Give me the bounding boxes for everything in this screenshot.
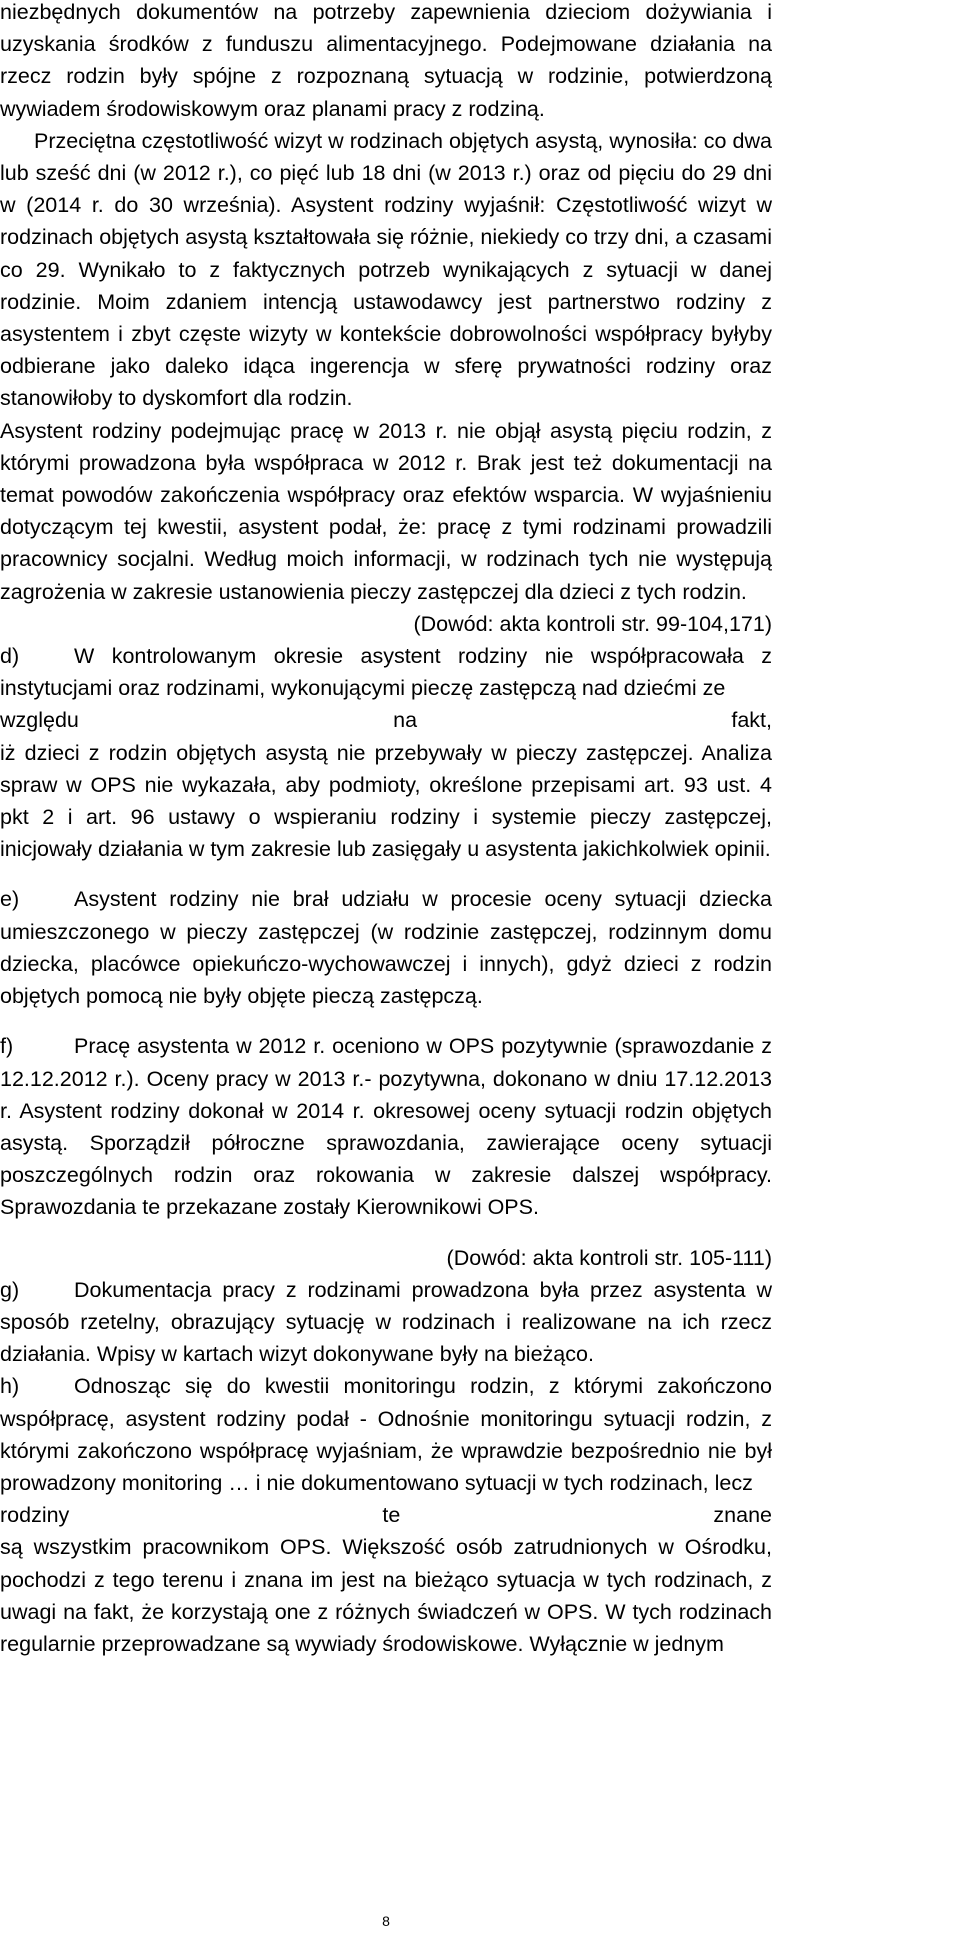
- list-text-g: Dokumentacja pracy z rodzinami prowadzona była przez asystenta w sposób rzetelny, obrazujący sytuację w rodzinach i realizowane na ich rzecz działania. Wpisy w kartach wizyt dokonywane były na bieżąco.: [0, 1277, 772, 1367]
- justified-line: [0, 1499, 772, 1531]
- list-item-e: [0, 883, 772, 1012]
- list-item-g: [0, 1274, 772, 1371]
- list-text-f: Pracę asystenta w 2012 r. oceniono w OPS pozytywnie (sprawozdanie z 12.12.2012 r.). Oceny pracy w 2013 r.- pozytywna, dokonano w dniu 17.12.2013 r. Asystent rodziny dokonał w 2014 r. okresowej oceny sytuacji rodzin objętych asystą. Sporządził półroczne sprawozdania, zawierające oceny sytuacji poszczególnych rodzin oraz rokowania w zakresie dalszej współpracy. Sprawozdania te przekazane zostały Kierownikowi OPS.: [0, 1034, 772, 1220]
- list-marker-g: g): [0, 1277, 20, 1302]
- word: względu: [0, 708, 79, 733]
- evidence-reference: (Dowód: akta kontroli str. 99-104,171): [413, 611, 772, 636]
- page-number: 8: [382, 1913, 390, 1929]
- list-item-f: [0, 1030, 772, 1223]
- list-text-d-continued: iż dzieci z rodzin objętych asystą nie przebywały w pieczy zastępczej. Analiza spraw w OPS nie wykazała, aby podmioty, określone przepisami art. 93 ust. 4 pkt 2 i art. 96 ustawy o wspieraniu rodziny i systemie pieczy zastępczej, inicjowały działania w tym zakresie lub zasięgały u asystenta jakichkolwiek opinii.: [0, 740, 772, 862]
- list-marker-f: f): [0, 1034, 14, 1059]
- list-text-d: W kontrolowanym okresie asystent rodziny nie współpracowała z instytucjami oraz rodzinami, wykonującymi pieczę zastępczą nad dziećmi ze: [0, 644, 772, 701]
- word: znane: [713, 1503, 772, 1528]
- word: te: [382, 1503, 401, 1528]
- list-marker-d: d): [0, 644, 20, 669]
- list-text-h-continued: są wszystkim pracownikom OPS. Większość osób zatrudnionych w Ośrodku, pochodzi z tego terenu i znana im jest na bieżąco sytuacja w tych rodzinach, z uwagi na fakt, że korzystają one z różnych świadczeń w OPS. W tych rodzinach regularnie przeprowadzane są wywiady środowiskowe. Wyłącznie w jednym: [0, 1535, 772, 1656]
- paragraph-continuation: niezbędnych dokumentów na potrzeby zapewnienia dzieciom dożywiania i uzyskania środków z funduszu alimentacyjnego. Podejmowane działania na rzecz rodzin były spójne z rozpoznaną sytuacją w rodzinie, potwierdzoną wywiadem środowiskowym oraz planami pracy z rodziną.: [0, 0, 772, 121]
- evidence-reference: (Dowód: akta kontroli str. 105-111): [446, 1245, 772, 1270]
- list-text-e: Asystent rodziny nie brał udziału w procesie oceny sytuacji dziecka umieszczonego w pieczy zastępczej (w rodzinie zastępczej, rodzinnym domu dziecka, placówce opiekuńczo-wychowawczej i innych), gdyż dzieci z rodzin objętych pomocą nie były objęte pieczą zastępczą.: [0, 887, 772, 1009]
- list-item-h: [0, 1370, 772, 1660]
- list-marker-e: e): [0, 887, 20, 912]
- list-marker-h: h): [0, 1374, 20, 1399]
- paragraph-discontinued-families: Asystent rodziny podejmując pracę w 2013 r. nie objął asystą pięciu rodzin, z którymi prowadzona była współpraca w 2012 r. Brak jest też dokumentacji na temat powodów zakończenia współpracy oraz efektów wsparcia. W wyjaśnieniu dotyczącym tej kwestii, asystent podał, że: pracę z tymi rodzinami prowadzili pracownicy socjalni. Według moich informacji, w rodzinach tych nie występują zagrożenia w zakresie ustanowienia pieczy zastępczej dla dzieci z tych rodzin.: [0, 418, 772, 604]
- word: fakt,: [731, 708, 772, 733]
- justified-line: [0, 704, 772, 736]
- word: rodziny: [0, 1503, 70, 1528]
- paragraph-visit-frequency: Przeciętna częstotliwość wizyt w rodzinach objętych asystą, wynosiła: co dwa lub sześć dni (w 2012 r.), co pięć lub 18 dni (w 2013 r.) oraz od pięciu do 29 dni w (2014 r. do 30 września). Asystent rodziny wyjaśnił: Częstotliwość wizyt w rodzinach objętych asystą kształtowała się różnie, niekiedy co trzy dni, a czasami co 29. Wynikało to z faktycznych potrzeb wynikających z sytuacji w danej rodzinie. Moim zdaniem intencją ustawodawcy jest partnerstwo rodziny z asystentem i zbyt częste wizyty w kontekście dobrowolności współpracy byłyby odbierane jako daleko idąca ingerencja w sferę prywatności rodziny oraz stanowiłoby to dyskomfort dla rodzin.: [0, 128, 772, 411]
- list-text-h: Odnosząc się do kwestii monitoringu rodzin, z którymi zakończono współpracę, asystent rodziny podał - Odnośnie monitoringu sytuacji rodzin, z którymi zakończono współpracę wyjaśniam, że wprawdzie bezpośrednio nie był prowadzony monitoring … i nie dokumentowano sytuacji w tych rodzinach, lecz: [0, 1374, 772, 1495]
- word: na: [393, 708, 418, 733]
- list-item-d: [0, 640, 772, 865]
